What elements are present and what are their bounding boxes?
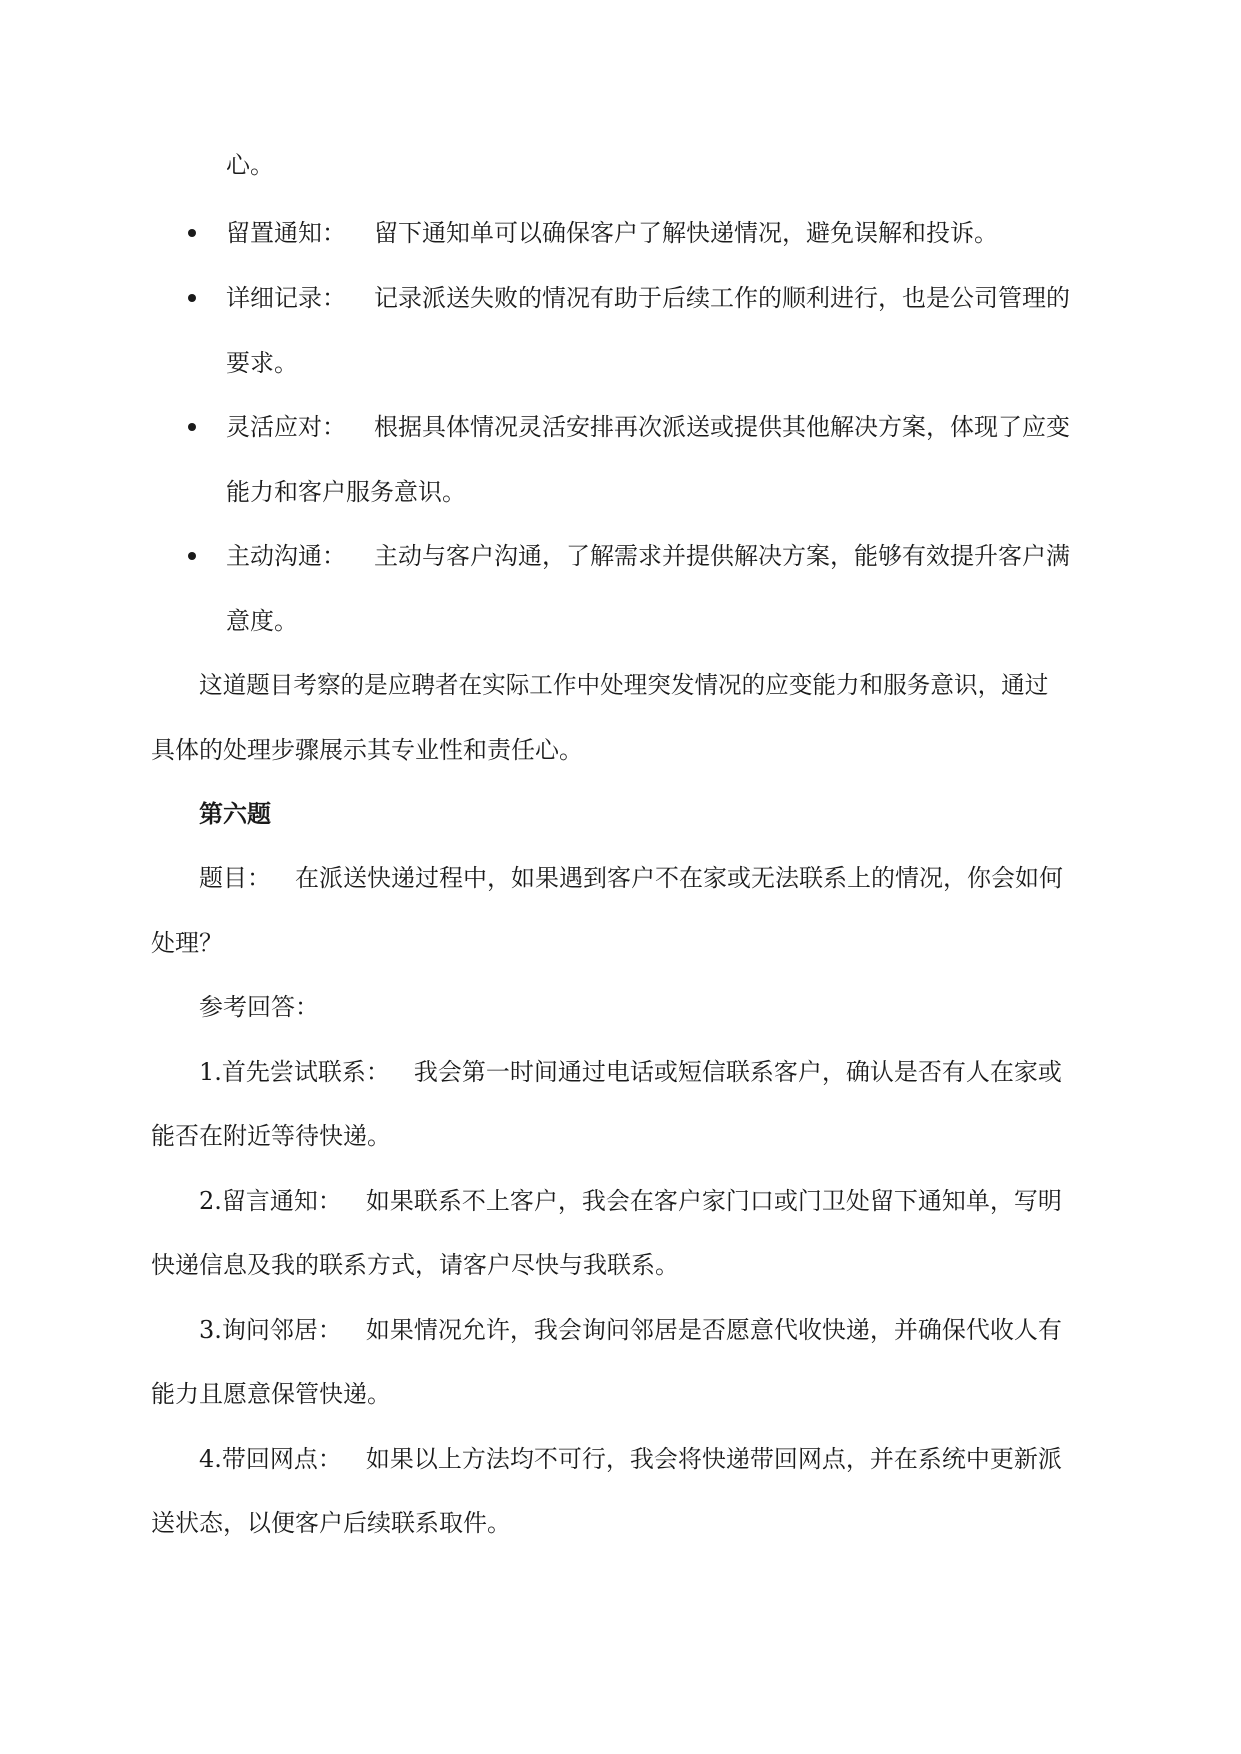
summary-line2: 具体的处理步骤展示其专业性和责任心。 [151,736,583,764]
bullet-dot [188,423,196,431]
step-number: 2. [199,1187,222,1215]
step-number: 1. [199,1058,222,1086]
step-text: 我会第一时间通过电话或短信联系客户，确认是否有人在家或 [413,1058,1062,1086]
bullet-text: 留下通知单可以确保客户了解快递情况，避免误解和投诉。 [374,219,998,247]
step-4-line2: 送状态，以便客户后续联系取件。 [151,1509,511,1537]
bullet-text: 记录派送失败的情况有助于后续工作的顺利进行，也是公司管理的 [374,284,1070,312]
bullet-item-3-line2: 能力和客户服务意识。 [226,478,466,506]
bullet-label: 留置通知： [226,219,346,247]
bullet-dot [188,229,196,237]
question-line1 [199,863,1063,893]
question-line2: 处理？ [151,929,223,957]
step-number: 3. [199,1316,222,1344]
step-label: 首先尝试联系： [221,1058,390,1086]
question-text: 在派送快递过程中，如果遇到客户不在家或无法联系上的情况，你会如何 [295,864,1063,892]
question-label: 题目： [199,864,271,892]
step-1-line1 [199,1057,1062,1087]
bullet-text: 主动与客户沟通，了解需求并提供解决方案，能够有效提升客户满 [374,542,1070,570]
step-text: 如果情况允许，我会询问邻居是否愿意代收快递，并确保代收人有 [365,1316,1062,1344]
bullet-dot [188,294,196,302]
continued-text: 心。 [226,151,274,179]
bullet-item-1-line1 [226,218,998,248]
bullet-item-3-line1 [226,412,1070,442]
bullet-item-4-line1 [226,541,1070,571]
step-2-line2: 快递信息及我的联系方式，请客户尽快与我联系。 [151,1251,679,1279]
step-3-line2: 能力且愿意保管快递。 [151,1380,391,1408]
step-1-line2: 能否在附近等待快递。 [151,1122,391,1150]
step-text: 如果联系不上客户，我会在客户家门口或门卫处留下通知单，写明 [365,1187,1062,1215]
step-4-line1 [199,1444,1062,1474]
bullet-item-4-line2: 意度。 [226,607,298,635]
step-label: 询问邻居： [221,1316,342,1344]
bullet-label: 灵活应对： [226,413,346,441]
bullet-label: 主动沟通： [226,542,346,570]
step-label: 留言通知： [221,1187,342,1215]
step-label: 带回网点： [221,1445,342,1473]
step-2-line1 [199,1186,1062,1216]
step-number: 4. [199,1445,222,1473]
bullet-dot [188,552,196,560]
answer-label: 参考回答： [199,993,319,1021]
summary-line1: 这道题目考察的是应聘者在实际工作中处理突发情况的应变能力和服务意识，通过 [199,671,1049,699]
step-3-line1 [199,1315,1062,1345]
step-text: 如果以上方法均不可行，我会将快递带回网点，并在系统中更新派 [365,1445,1062,1473]
bullet-text: 根据具体情况灵活安排再次派送或提供其他解决方案，体现了应变 [374,413,1070,441]
bullet-item-2-line2: 要求。 [226,349,298,377]
section-title: 第六题 [199,799,271,828]
bullet-item-2-line1 [226,283,1070,313]
bullet-label: 详细记录： [226,284,346,312]
